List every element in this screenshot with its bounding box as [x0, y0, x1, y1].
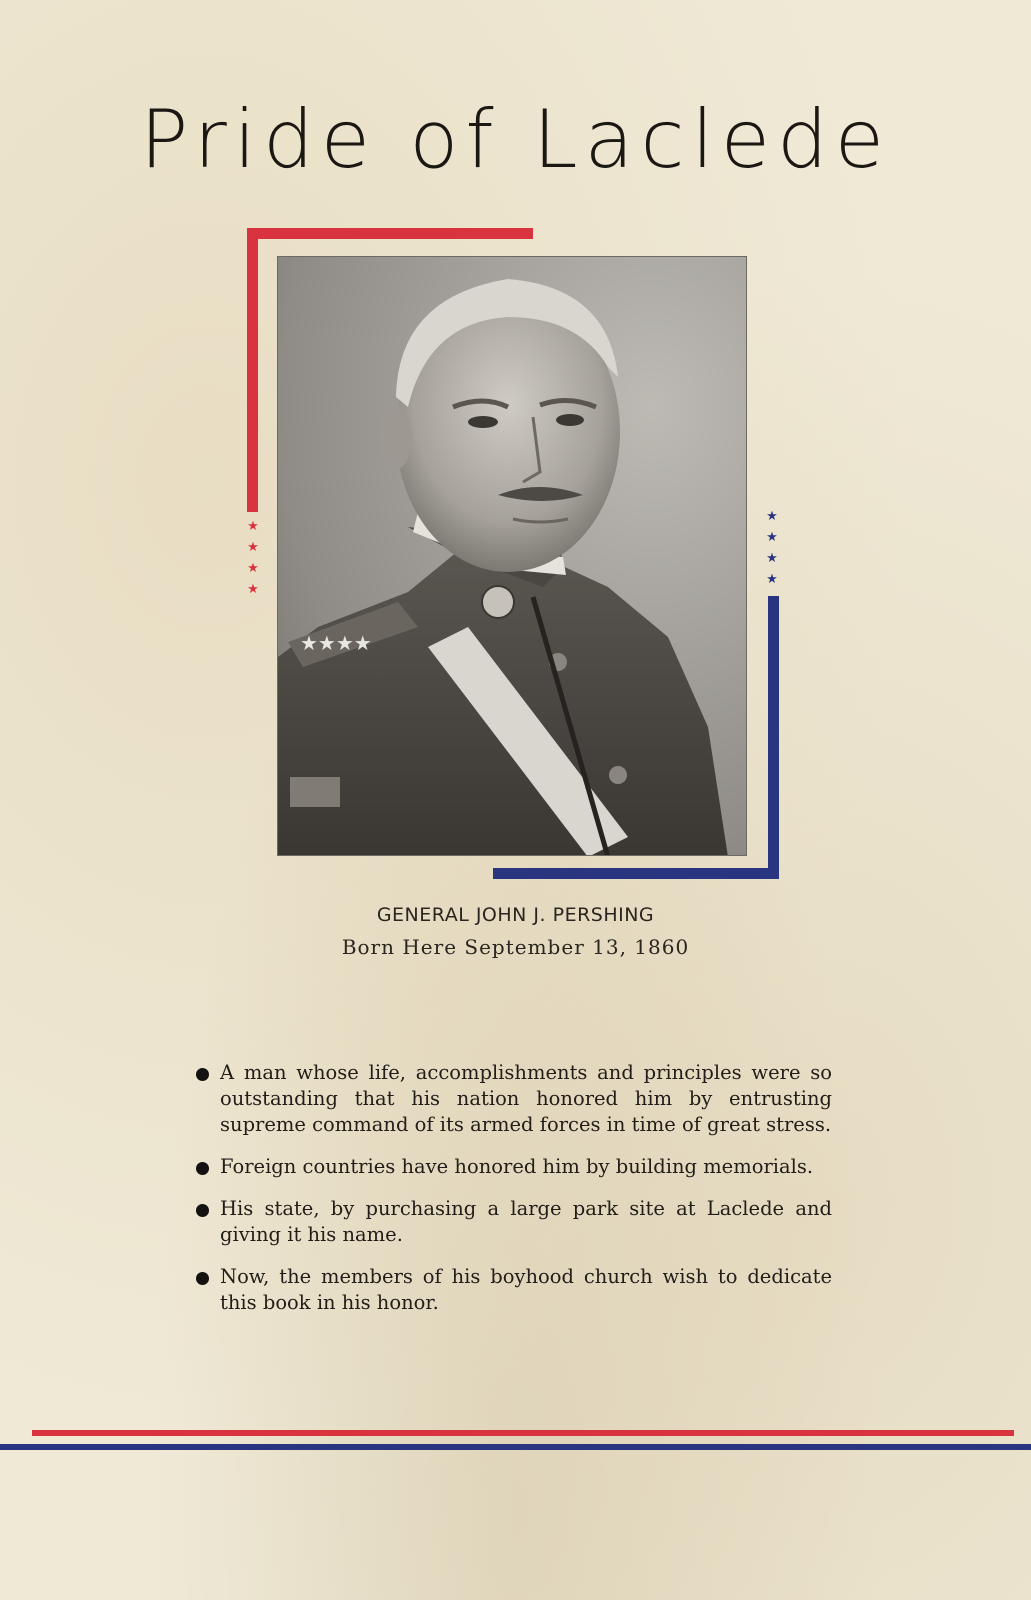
- star-icon: ★: [766, 530, 778, 545]
- red-frame-left: [247, 228, 258, 512]
- star-icon: ★: [247, 540, 259, 555]
- list-item: [196, 1060, 832, 1138]
- svg-text:★★★★: ★★★★: [300, 631, 372, 655]
- star-icon: ★: [766, 551, 778, 566]
- portrait-illustration: [278, 257, 747, 856]
- star-icon: ★: [766, 509, 778, 524]
- star-icon: ★: [247, 519, 259, 534]
- list-item-text: His state, by purchasing a large park site at Laclede and giving it his name.: [220, 1197, 832, 1246]
- list-item: [196, 1154, 832, 1180]
- portrait-photo: [277, 256, 747, 856]
- star-icon: ★: [247, 561, 259, 576]
- blue-stars: [764, 506, 780, 590]
- star-icon: ★: [247, 582, 259, 597]
- bullet-icon: [196, 1272, 209, 1285]
- bullet-list: [196, 1060, 832, 1332]
- list-item-text: Foreign countries have honored him by building memorials.: [220, 1155, 814, 1178]
- caption-birth: Born Here September 13, 1860: [341, 935, 690, 959]
- red-stars: [245, 516, 261, 600]
- bullet-icon: [196, 1204, 209, 1217]
- list-item-text: Now, the members of his boyhood church wish to dedicate this book in his honor.: [220, 1265, 832, 1314]
- list-item: [196, 1196, 832, 1248]
- bottom-blue-rule: [0, 1444, 1031, 1450]
- bullet-icon: [196, 1068, 209, 1081]
- caption-name: GENERAL JOHN J. PERSHING: [376, 904, 655, 926]
- bullet-icon: [196, 1162, 209, 1175]
- bottom-red-rule: [32, 1430, 1014, 1436]
- blue-frame-bottom: [493, 868, 779, 879]
- red-frame-top: [247, 228, 533, 239]
- star-icon: ★: [766, 572, 778, 587]
- blue-frame-right: [768, 596, 779, 879]
- page-title: Pride of Laclede: [140, 93, 891, 186]
- list-item-text: A man whose life, accomplishments and principles were so outstanding that his nation honored him by entrusting supreme command of its armed forces in time of great stress.: [220, 1061, 832, 1136]
- list-item: [196, 1264, 832, 1316]
